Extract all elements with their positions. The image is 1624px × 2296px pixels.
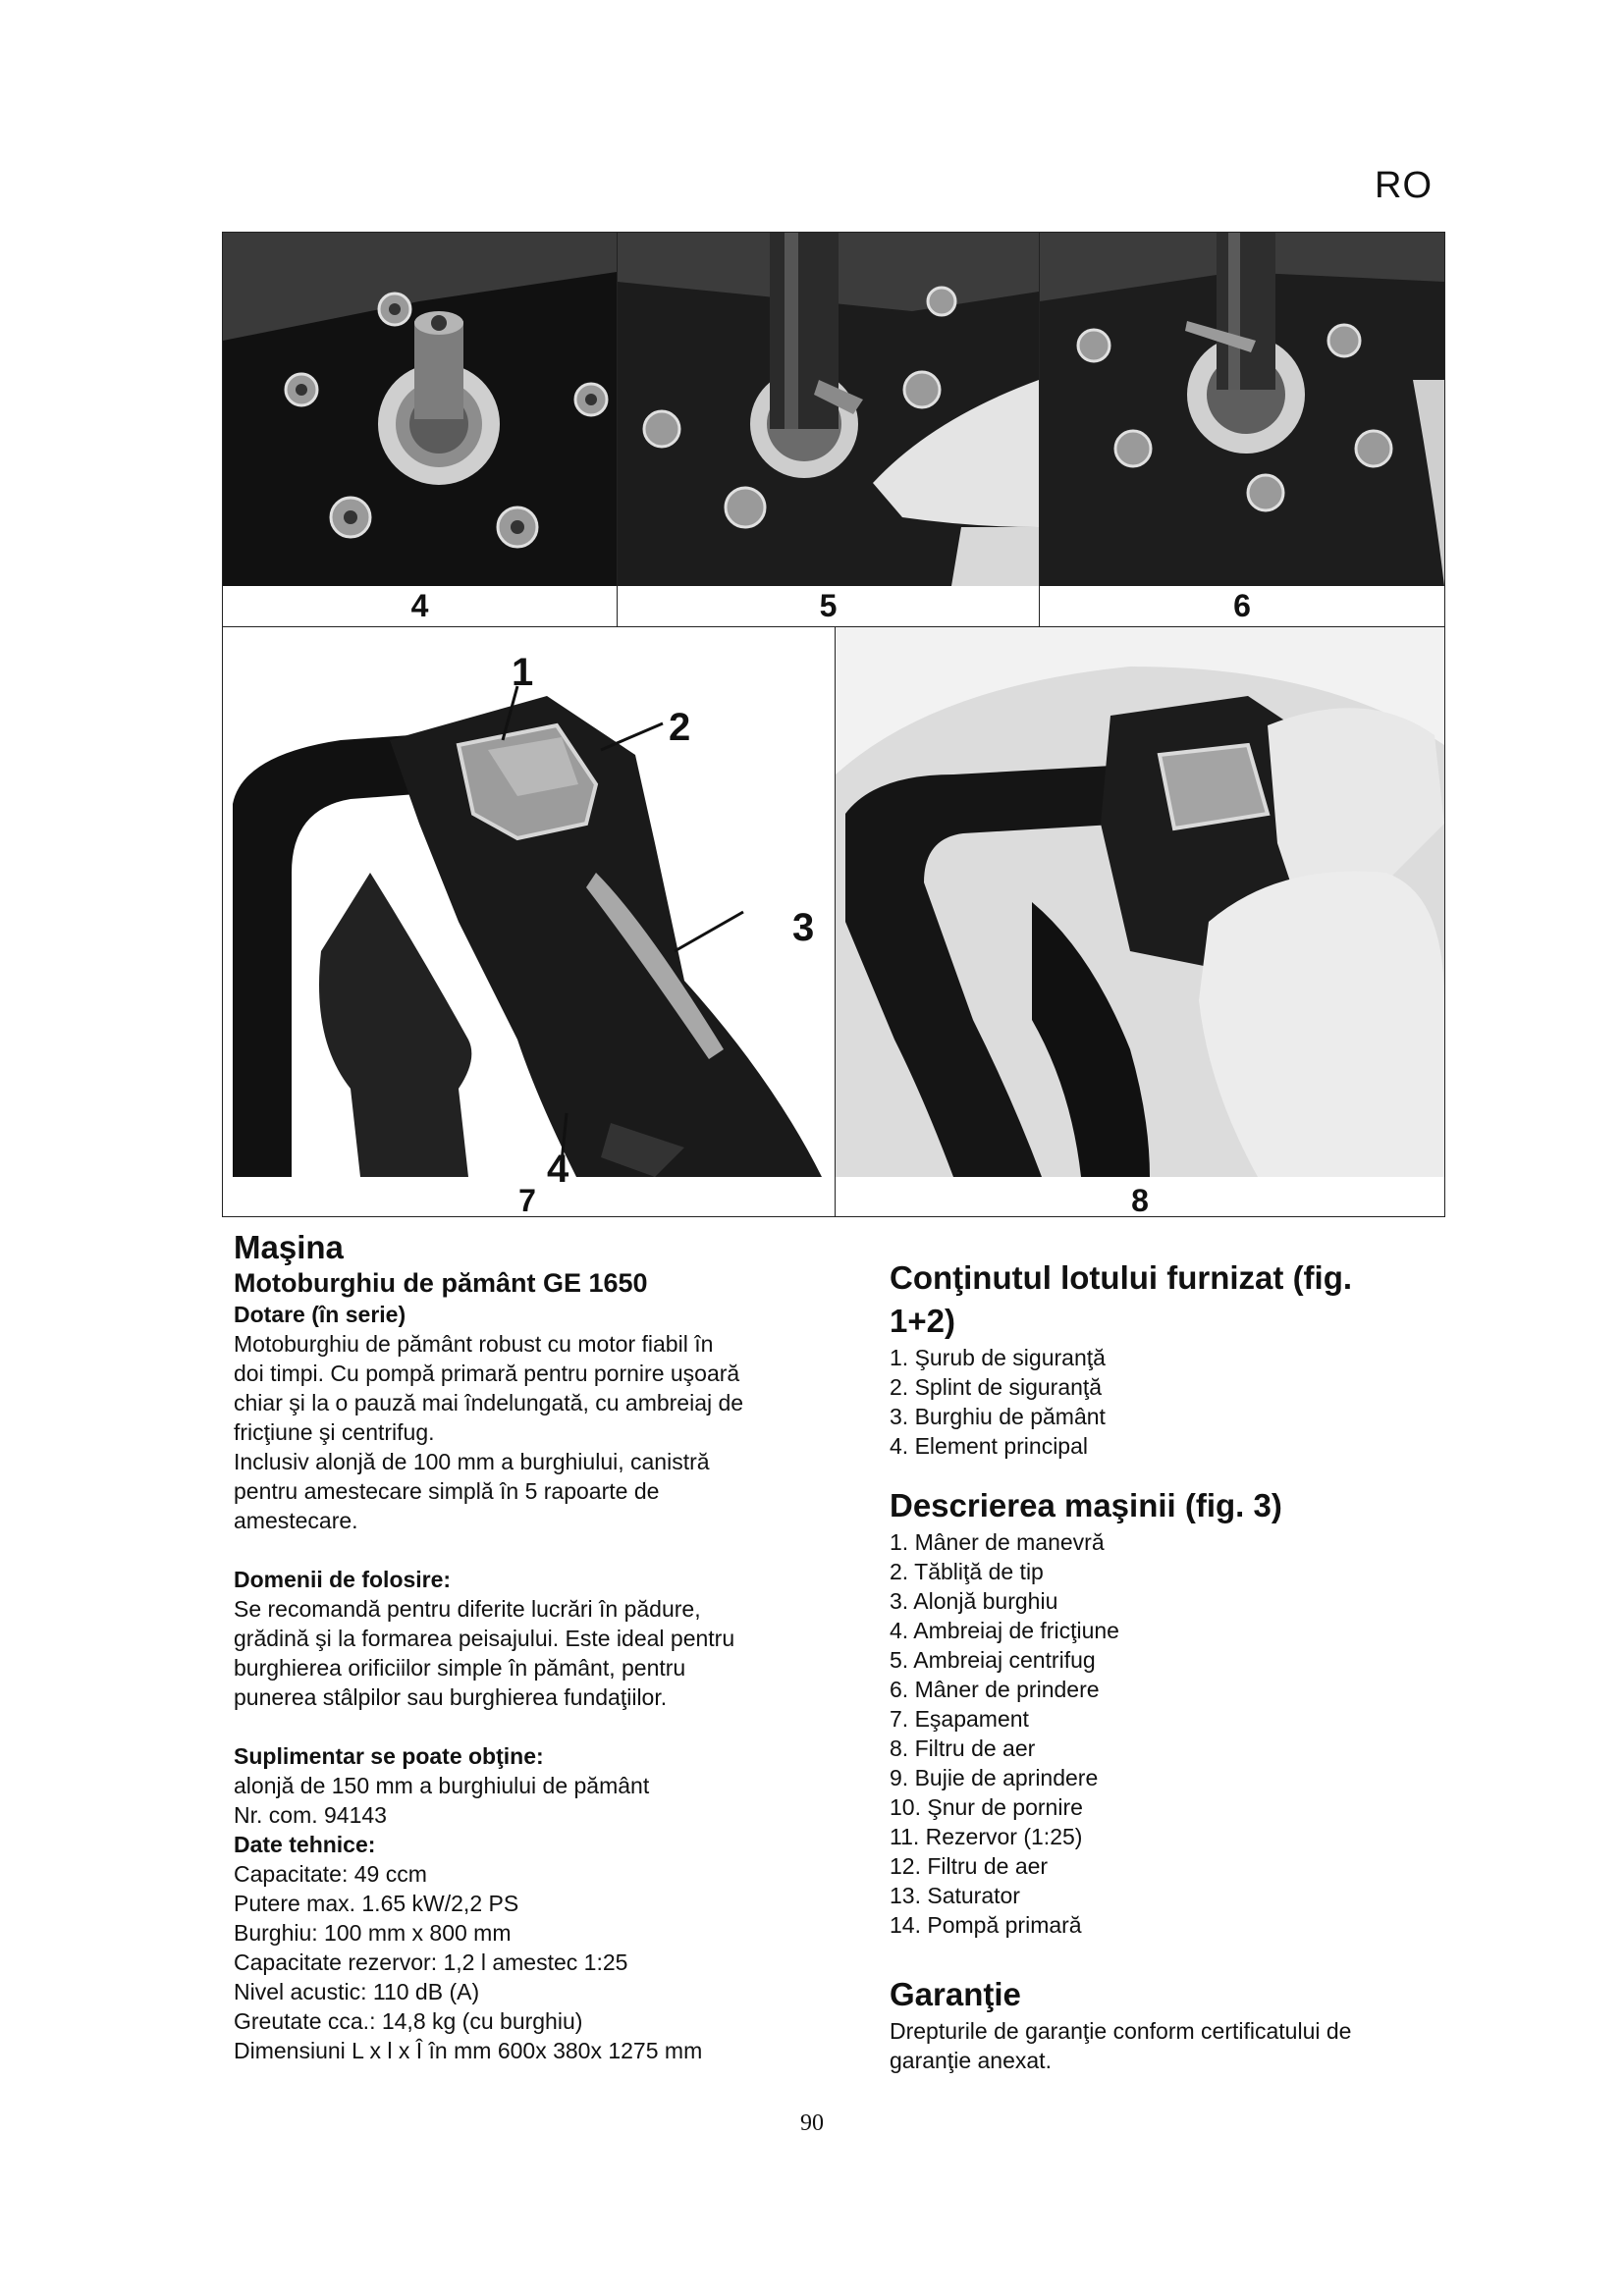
list-item: 5. Ambreiaj centrifug (890, 1647, 1096, 1673)
figure-label: 6 (1233, 588, 1251, 623)
callout-2: 2 (669, 706, 691, 749)
list-item: 2. Splint de siguranţă (890, 1374, 1103, 1400)
list-item: 10. Şnur de pornire (890, 1794, 1083, 1820)
list-item: 7. Eşapament (890, 1706, 1029, 1732)
list-item: 11. Rezervor (1:25) (890, 1824, 1083, 1849)
figure-4 (223, 233, 618, 627)
list-item: 4. Element principal (890, 1433, 1088, 1459)
extra-text: alonjă de 150 mm a burghiului de pământ Nr. com. 94143 (234, 1773, 650, 1828)
figure-6-photo (1040, 233, 1444, 586)
figure-6 (1040, 233, 1444, 627)
figure-label: 8 (1131, 1183, 1149, 1218)
tech-text: Capacitate: 49 ccm Putere max. 1.65 kW/2,2 PS Burghiu: 100 mm x 800 mm Capacitate rezervor: 1,2 l amestec 1:25 Nivel acustic: 110 dB (A) Greutate cca.: 14,8 kg (cu burghiu) Dimensiuni L x l x Î în mm 600x 380x 1275 mm (234, 1861, 703, 2063)
contents-list (890, 1343, 1439, 1461)
figure-7-photo (223, 627, 835, 1177)
list-item: 1. Şurub de siguranţă (890, 1345, 1106, 1370)
language-tag: RO (1375, 165, 1433, 206)
list-item: 4. Ambreiaj de fricţiune (890, 1618, 1119, 1643)
equipment-heading: Dotare (în serie) (234, 1302, 406, 1327)
tech-heading: Date tehnice: (234, 1832, 376, 1857)
list-item: 9. Bujie de aprindere (890, 1765, 1099, 1790)
figure-5-photo (618, 233, 1039, 586)
section-title: Maşina (234, 1229, 344, 1265)
equipment-text: Motoburghiu de pământ robust cu motor fiabil în doi timpi. Cu pompă primară pentru pornire uşoară chiar şi la o pauză mai îndelungată, cu ambreiaj de fricţiune şi centrifug. Inclusiv alonjă de 100 mm a burghiului, canistră pentru amestecare simplă în 5 rapoarte de amestecare. (234, 1331, 744, 1533)
figure-label: 7 (518, 1183, 536, 1218)
list-item: 12. Filtru de aer (890, 1853, 1049, 1879)
list-item: 14. Pompă primară (890, 1912, 1082, 1938)
extra-heading: Suplimentar se poate obţine: (234, 1743, 544, 1769)
left-column (234, 1229, 823, 2065)
callout-1: 1 (512, 651, 534, 694)
list-item: 6. Mâner de prindere (890, 1677, 1100, 1702)
list-item: 3. Burghiu de pământ (890, 1404, 1106, 1429)
warranty-heading: Garanţie (890, 1976, 1021, 2012)
list-item: 3. Alonjă burghiu (890, 1588, 1058, 1614)
description-heading: Descrierea maşinii (fig. 3) (890, 1487, 1282, 1523)
usage-text: Se recomandă pentru diferite lucrări în pădure, grădină şi la formarea peisajului. Este ideal pentru burghierea orificiilor simple în pământ, pentru punerea stâlpilor sau burghierea fundaţiilor. (234, 1596, 735, 1710)
list-item: 13. Saturator (890, 1883, 1020, 1908)
page-number: 90 (800, 2110, 824, 2136)
right-column (890, 1256, 1439, 2075)
contents-heading: Conţinutul lotului furnizat (fig. 1+2) (890, 1259, 1353, 1339)
list-item: 1. Mâner de manevră (890, 1529, 1105, 1555)
list-item: 2. Tăbliţă de tip (890, 1559, 1044, 1584)
list-item: 8. Filtru de aer (890, 1735, 1036, 1761)
figure-grid (222, 232, 1445, 1217)
figure-8-photo (836, 627, 1444, 1177)
usage-heading: Domenii de folosire: (234, 1567, 452, 1592)
figure-7 (223, 627, 836, 1216)
callout-3: 3 (792, 906, 815, 949)
description-list (890, 1527, 1439, 1940)
product-title: Motoburghiu de pământ GE 1650 (234, 1268, 648, 1298)
warranty-text: Drepturile de garanţie conform certificatului de garanţie anexat. (890, 2018, 1352, 2073)
figure-5 (618, 233, 1040, 627)
figure-label: 5 (819, 588, 838, 623)
figure-8 (836, 627, 1444, 1216)
figure-label: 4 (410, 588, 429, 623)
figure-4-photo (223, 233, 617, 586)
callout-4: 4 (547, 1148, 569, 1191)
